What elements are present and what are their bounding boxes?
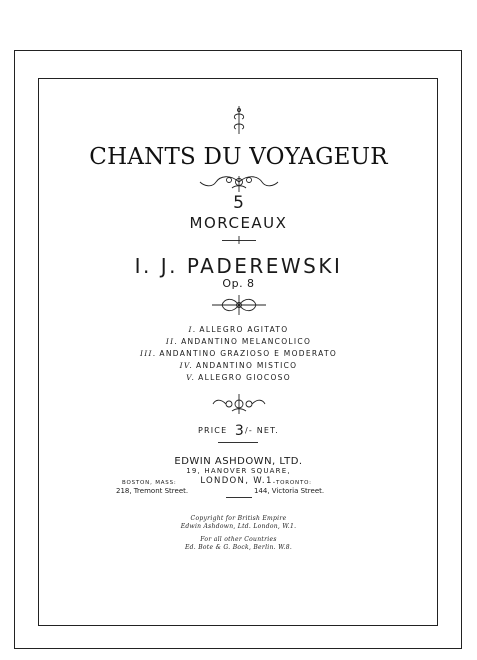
toronto-street: 144, Victoria Street. — [254, 487, 325, 495]
publisher-city: LONDON, W.1. — [200, 476, 277, 486]
movement-4: IV. ANDANTINO MISTICO — [179, 361, 298, 370]
floral-ornament — [196, 172, 282, 194]
leaf-ornament — [208, 293, 270, 317]
top-ornament — [232, 106, 246, 134]
toronto-label: TORONTO: — [276, 480, 312, 486]
divider — [226, 497, 252, 498]
boston-label: BOSTON, MASS: — [122, 480, 177, 486]
divider — [218, 442, 258, 443]
publisher-name: EDWIN ASHDOWN, LTD. — [174, 456, 303, 467]
subtitle: MORCEAUX — [189, 214, 288, 232]
page-title: CHANTS DU VOYAGEUR — [89, 144, 388, 170]
boston-street: 218, Tremont Street. — [116, 487, 189, 495]
composer-name: I. J. PADEREWSKI — [134, 254, 343, 278]
copyright-line-1: Copyright for British Empire — [190, 515, 287, 522]
copyright-line-3: For all other Countries — [200, 536, 277, 543]
piece-count: 5 — [233, 193, 244, 213]
opus-number: Op. 8 — [222, 277, 255, 290]
price: PRICE 3/- NET. — [197, 423, 280, 439]
copyright-line-2: Edwin Ashdown, Ltd. London, W.1. — [180, 523, 297, 530]
movement-2: II. ANDANTINO MELANCOLICO — [165, 337, 312, 346]
movement-1: I. ALLEGRO AGITATO — [188, 325, 289, 334]
movement-3: III. ANDANTINO GRAZIOSO E MODERATO — [139, 349, 338, 358]
divider-ornament — [236, 236, 242, 244]
movement-5: V. ALLEGRO GIOCOSO — [186, 373, 291, 382]
flower-ornament — [210, 392, 268, 416]
copyright-line-4: Ed. Bote & G. Bock, Berlin. W.8. — [184, 544, 293, 551]
publisher-address: 19, HANOVER SQUARE, — [186, 467, 291, 475]
